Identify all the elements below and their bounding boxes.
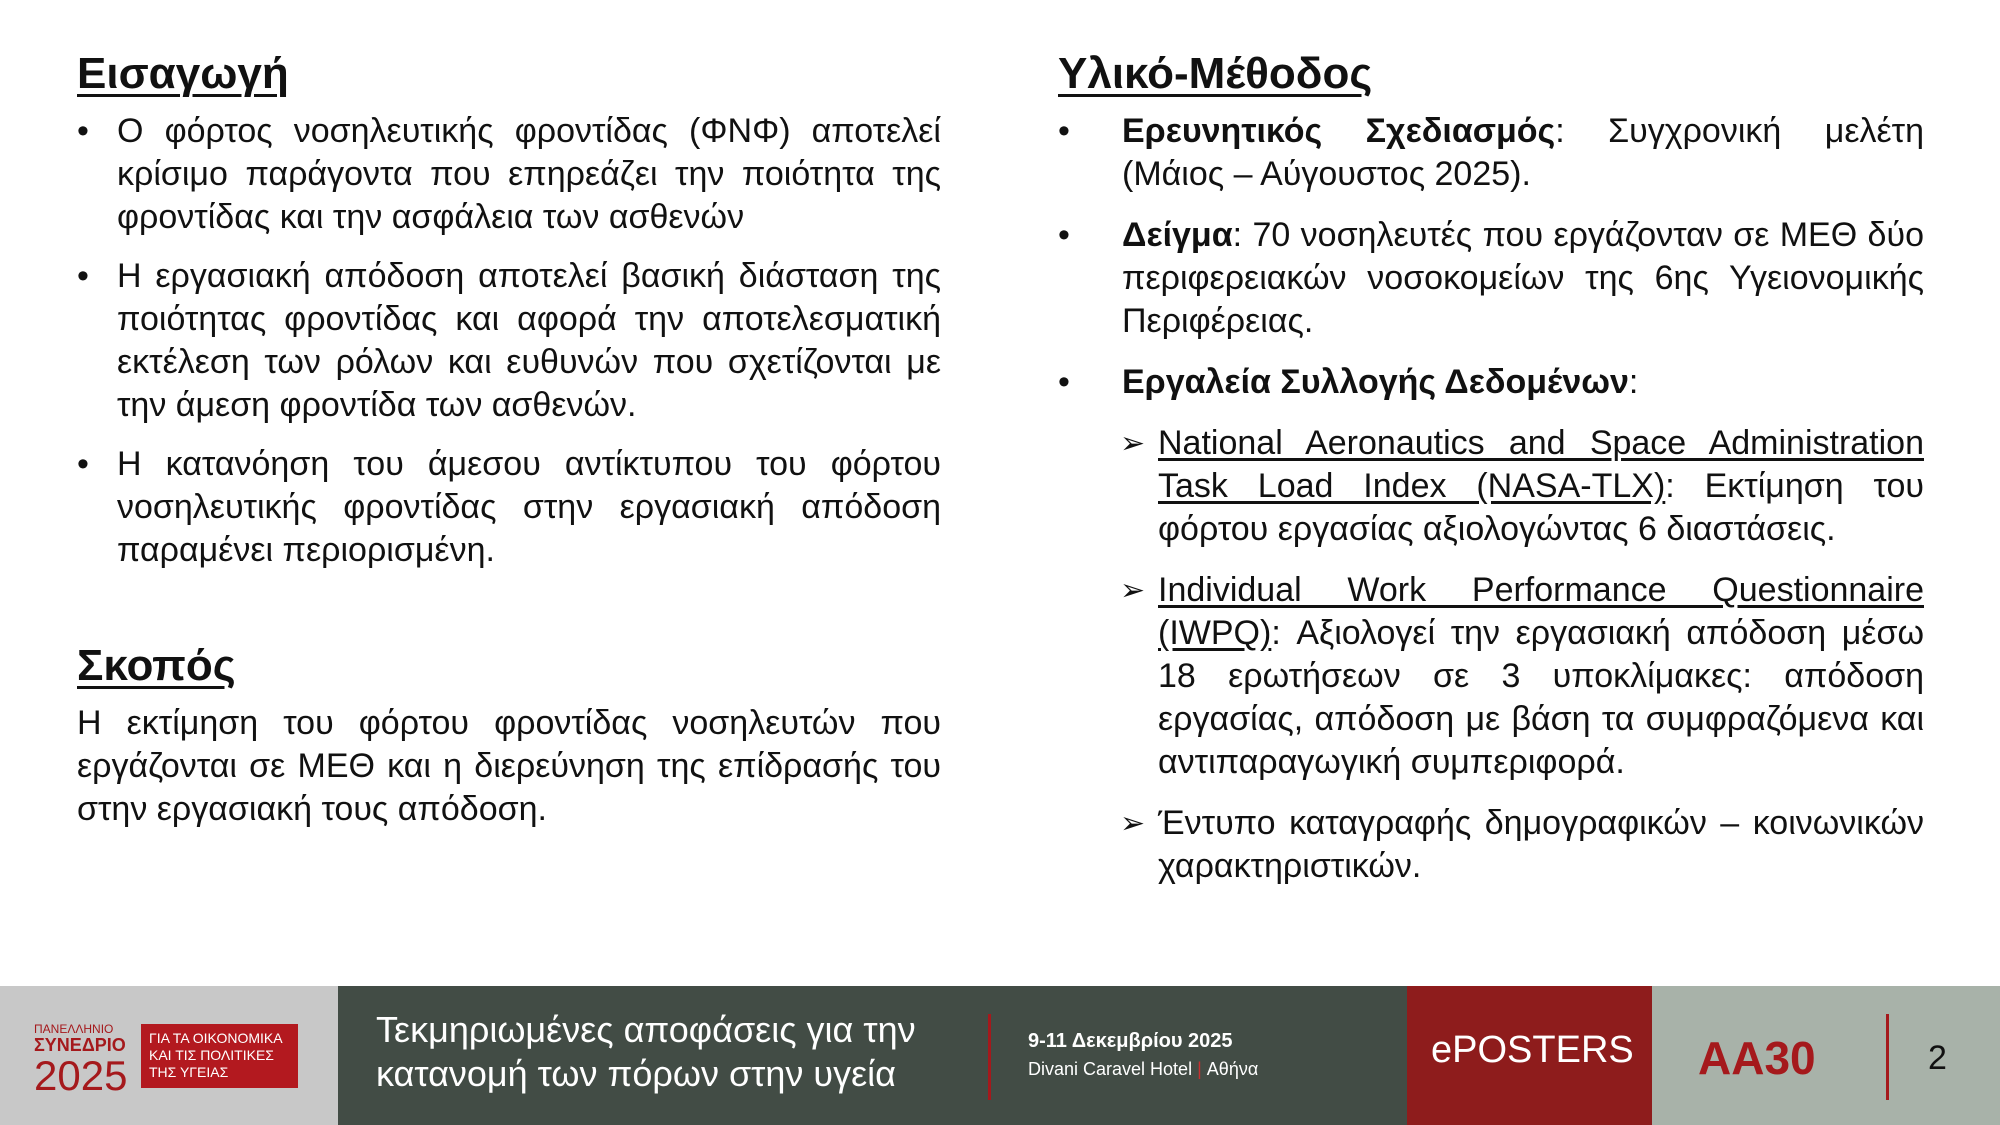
conference-title-line1: Τεκμηριωμένες αποφάσεις για την (376, 1009, 916, 1050)
arrow-bullet-icon: ➢ (1120, 574, 1146, 607)
logo-small-text: ΠΑΝΕΛΛΗΝΙΟ (34, 1022, 114, 1036)
page-number: 2 (1928, 1039, 1947, 1077)
design-label: Ερευνητικός Σχεδιασμός (1122, 112, 1556, 150)
tool1-text: : Εκτίμηση του φόρτου εργασίας αξιολογώντας 6 διαστάσεις. (1158, 467, 1924, 548)
bullet-dot-icon: • (1058, 363, 1070, 401)
venue-separator: | (1197, 1059, 1202, 1079)
methods-list (1058, 110, 1924, 888)
tool-item-iwpq (1058, 569, 1924, 784)
bullet-dot-icon: • (77, 112, 89, 150)
logo-box-text: ΓΙΑ ΤΑ ΟΙΚΟΝΟΜΙΚΑ ΚΑΙ ΤΙΣ ΠΟΛΙΤΙΚΕΣ ΤΗΣ ΥΓΕΙΑΣ (141, 1024, 298, 1088)
bullet-dot-icon: • (1058, 216, 1070, 254)
eposters-label: ePOSTERS (1431, 1029, 1634, 1071)
intro-heading: Εισαγωγή (77, 49, 289, 98)
tools-label: Εργαλεία Συλλογής Δεδομένων (1122, 363, 1629, 401)
tools-bullet (1058, 361, 1924, 404)
bullet-dot-icon: • (77, 257, 89, 295)
tool-item-demographics (1058, 802, 1924, 888)
right-column (1058, 44, 1924, 906)
venue-hotel: Divani Caravel Hotel (1028, 1059, 1193, 1079)
eposters-panel (1407, 986, 1652, 1125)
design-text: : Συγχρονική μελέτη (Μάιος – Αύγουστος 2025). (1122, 112, 1924, 193)
conference-date: 9-11 Δεκεμβρίου 2025 (1028, 1030, 1233, 1052)
methods-heading: Υλικό-Μέθοδος (1058, 49, 1373, 98)
tool1-name: National Aeronautics and Space Administration Task Load Index (NASA-TLX) (1158, 424, 1924, 505)
bullet-dot-icon: • (77, 445, 89, 483)
arrow-bullet-icon: ➢ (1120, 427, 1146, 460)
conference-logo (0, 986, 338, 1125)
poster-id-panel (1652, 986, 2000, 1125)
poster-code: AA30 (1698, 1032, 1816, 1084)
intro-bullet-2 (77, 255, 941, 427)
footer-banner (0, 986, 2000, 1125)
poster-id-divider (1886, 1014, 1889, 1100)
conference-venue (1028, 1056, 1258, 1082)
aim-heading: Σκοπός (77, 641, 236, 690)
aim-text: Η εκτίμηση του φόρτου φροντίδας νοσηλευτών που εργάζονται σε ΜΕΘ και η διερεύνηση της επίδρασής του στην εργασιακή τους απόδοση. (77, 704, 941, 828)
intro-bullet-3 (77, 443, 941, 572)
left-column (77, 44, 941, 831)
footer-divider (988, 1014, 991, 1100)
design-bullet (1058, 110, 1924, 196)
tool3-text: Έντυπο καταγραφής δημογραφικών – κοινωνικών χαρακτηριστικών. (1158, 804, 1924, 885)
intro-bullet-text: Ο φόρτος νοσηλευτικής φροντίδας (ΦΝΦ) αποτελεί κρίσιμο παράγοντα που επηρεάζει την ποιότητα της φροντίδας και την ασφάλεια των ασθενών (117, 112, 941, 236)
intro-bullet-text: Η εργασιακή απόδοση αποτελεί βασική διάσταση της ποιότητας φροντίδας και αφορά την αποτελεσματική εκτέλεση των ρόλων και ευθυνών που σχετίζονται με την άμεση φροντίδα των ασθενών. (117, 257, 941, 424)
bullet-dot-icon: • (1058, 112, 1070, 150)
sample-text: : 70 νοσηλευτές που εργάζονταν σε ΜΕΘ δύο περιφερειακών νοσοκομείων της 6ης Υγειονομικής Περιφέρειας. (1122, 216, 1924, 340)
logo-text (34, 1022, 127, 1098)
tool-item-nasa-tlx (1058, 422, 1924, 551)
sample-label: Δείγμα (1122, 216, 1233, 254)
tool2-name: Individual Work Performance Questionnaire (IWPQ) (1158, 571, 1924, 652)
logo-year: 2025 (34, 1052, 128, 1099)
intro-list (77, 110, 941, 572)
intro-bullet-1 (77, 110, 941, 239)
logo-mid-text: ΣΥΝΕΔΡΙΟ (34, 1035, 126, 1055)
footer-title-panel (338, 986, 1407, 1125)
sample-bullet (1058, 214, 1924, 343)
tool2-text: : Αξιολογεί την εργασιακή απόδοση μέσω 18 ερωτήσεων σε 3 υποκλίμακες: απόδοση εργασίας, απόδοση με βάση τα συμφραζόμενα και αντιπαραγωγική συμπεριφορά. (1158, 614, 1924, 781)
conference-title (376, 1008, 916, 1096)
arrow-bullet-icon: ➢ (1120, 807, 1146, 840)
venue-city: Αθήνα (1206, 1059, 1259, 1079)
intro-bullet-text: Η κατανόηση του άμεσου αντίκτυπου του φόρτου νοσηλευτικής φροντίδας στην εργασιακή απόδοση παραμένει περιορισμένη. (117, 445, 941, 569)
tools-colon: : (1628, 363, 1639, 401)
conference-title-line2: κατανομή των πόρων στην υγεία (376, 1053, 896, 1094)
